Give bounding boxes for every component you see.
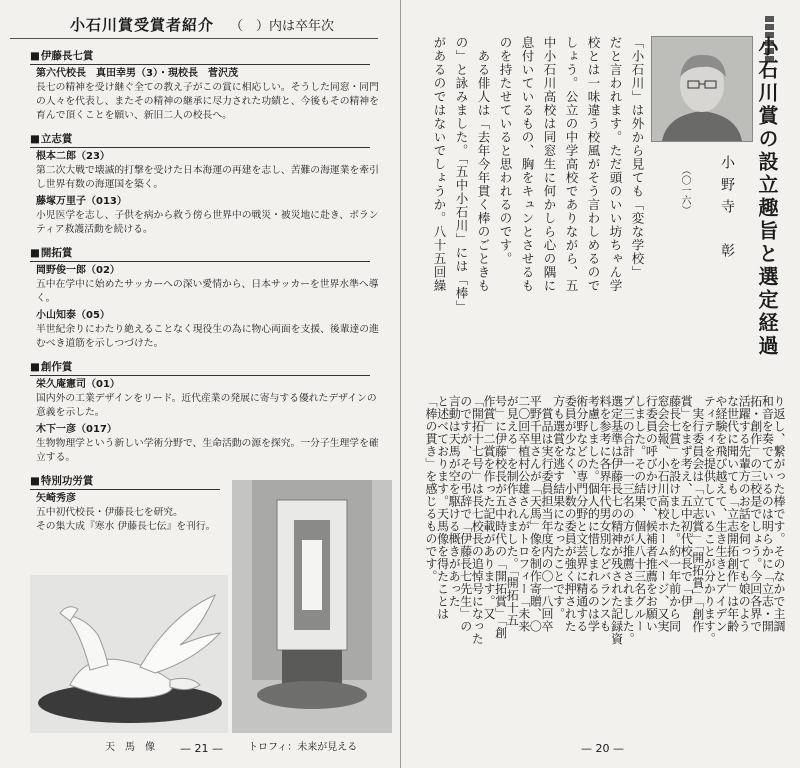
trophy-photo: [232, 480, 392, 733]
body-column: な世代に聞いても「立志開拓創作」は年齢: [725, 395, 740, 633]
entry-desc: 半世紀余りにわたり絶えることなく現役生の為に物心両面を支援、後輩達の進むべき道筋を示しつづけた。: [36, 324, 379, 349]
section-title: ■ 特別功労賞: [30, 473, 220, 490]
section-title: ■ 創作賞: [30, 359, 370, 376]
body-column: 料を参考に各界年代男女別などバランスも: [598, 395, 612, 633]
author-portrait: [651, 36, 753, 142]
left-header: [70, 14, 390, 36]
body-column: のを持たせていると思われるのです。: [498, 36, 513, 266]
body-column: り返し、繋がった棒です。そのなかで主調: [772, 395, 786, 633]
section-title: ■ 伊藤長七賞: [30, 48, 370, 65]
award-entry: [36, 423, 386, 465]
entry-name: 小山知泰（05）: [36, 310, 110, 321]
section-title: ■ 立志賞: [30, 131, 370, 148]
body-column: 中小石川高校は同窓生に何かしら心の隅に: [542, 36, 557, 293]
body-column: だと言われます。ただ頭のいい坊ちゃん学: [608, 36, 623, 293]
body-column: や経験を飛び越えて、生き生きとアイデン: [714, 395, 728, 633]
body-column: 藤長七賞」を設けました。約一年前から同: [667, 395, 682, 633]
pegasus-statue-photo: [30, 575, 228, 733]
body-column: 和音を奏でているのは明らかに「立志・開: [760, 395, 775, 633]
award-section: [30, 131, 386, 237]
body-column: 実行委員会は「立志賞」「開拓賞」「創作: [690, 395, 705, 633]
entry-name: 藤塚万里子（013）: [36, 196, 127, 207]
body-column: 作賞」二賞を作った記載があります。又: [482, 395, 496, 620]
body-column: 活躍する先輩方のお話を伺っても娘のよう: [737, 395, 752, 633]
body-column: のですが、その弔辞で「伊藤長七先生」の: [458, 395, 473, 633]
entry-name: 栄久庵憲司（01）: [36, 379, 120, 390]
body-column: 術分野などの専門分野と文芸界に精通する: [574, 395, 589, 633]
award-entry: [36, 150, 386, 192]
body-column: 平野千里さんが「天馬」像を制作寄贈、〇: [528, 395, 543, 633]
author-year: （〇一六）: [679, 165, 690, 215]
body-column: 校とは一味違う校風がそう言わしめるので: [586, 36, 601, 293]
body-column: 「小石川」は外から見ても「変な学校」: [630, 36, 645, 279]
trophy-caption: トロフィ：未来が見える: [248, 742, 358, 753]
entry-desc: 生物物理学という新しい学術分野で、生命活動の源を探究。一分子生理学を確立する。: [36, 438, 379, 463]
body-column: 行委員の呼びかけで、候補者推薦をお願い: [644, 395, 659, 633]
body-column: 方も選賞を逃す結果になったことです。: [551, 395, 566, 620]
body-column: しょう。公立の中学高校でありながら、五: [564, 36, 579, 293]
entry-name: 根本二郎（23）: [36, 151, 110, 162]
body-column: があるのではないでしょうか。八十五回繰: [432, 36, 447, 293]
body-column: 賞品は実行委員担当年度内の〇一八回卒: [540, 395, 554, 633]
entry-desc: 五中初代校長・伊藤長七を研究。 その集大成『寒水 伊藤長七伝』を刊行。: [36, 507, 216, 532]
body-column: 「棒の貫き」を感じるものです。: [424, 395, 438, 583]
entry-desc: 国内外の工業デザインをリード。近代産業の発展に寄与する優れたデザインの意義を示した。: [36, 393, 377, 418]
body-column: 考慮しました。個人的に惜しまれるのは学: [586, 395, 601, 633]
body-column: 賞」をまず考え、五中初代校長で「伊: [679, 395, 694, 608]
body-column: しました。その結果、個人八十三名グルー: [632, 395, 647, 633]
entry-name: 矢崎秀彦: [36, 493, 76, 504]
award-entry: [36, 492, 230, 534]
body-column: 選定基準は伊藤長七の精神が残された記録資: [609, 395, 624, 645]
article-title: 小石川賞の設立趣旨と選定経過: [755, 36, 779, 358]
body-column: 窓会会報、小石川高校ホームページ、又実: [656, 395, 670, 633]
body-column: の」と詠みました。「五中小石川」には「棒」: [454, 36, 469, 314]
award-entry: [36, 67, 386, 123]
left-header-note: （ ）内は卒年次: [230, 19, 335, 34]
body-column: プ三の合計一一三名の方が推薦されました。: [621, 395, 636, 645]
body-column: 息付いているもの、胸をキュンとさせるも: [520, 36, 535, 293]
body-column: 委員が少なく、小数の委員が強く押された: [563, 395, 578, 633]
body-column: が見える」を制作されました。「開拓十五: [505, 395, 520, 627]
entry-desc: 第二次大戦で壊滅的打撃を受けた日本海運の再建を志し、苦難の海運業を牽引し世界有数の海運国を築く。: [36, 165, 379, 190]
award-sections: [30, 48, 386, 542]
horse-caption: 天 馬 像: [105, 742, 155, 753]
page-number: — 20 —: [581, 742, 624, 755]
award-section: [30, 48, 386, 123]
entry-name: 木下一彦（017）: [36, 424, 117, 435]
entry-desc: 長七の精神を受け継ぐ全ての教え子がこの賞に相応しい。そうした同窓・同門の人々を代表し、またその精神の継承に尽力された功績と、今後もその精神を育んで頂くことを願い、新旧二人の校長へ。: [36, 82, 379, 121]
author-name: 小野寺 彰: [719, 155, 735, 265]
right-page: [400, 0, 800, 768]
page-number: — 21 —: [180, 742, 223, 755]
award-entry: [36, 195, 386, 237]
entry-name: 岡野俊一郎（02）: [36, 265, 120, 276]
entry-desc: 五中在学中に始めたサッカーへの深い愛情から、日本サッカーを世界水準へ導く。: [36, 279, 379, 304]
entry-desc: 小児医学を志し、子供を病から救う傍ら世界中の戦災・被災地に赴き、ボランティア救護活動を続ける。: [36, 210, 379, 235]
award-section: [30, 359, 386, 465]
award-section: [30, 473, 230, 534]
body-column: 二〇回卒植村公雄さんがトロフィー「未来: [516, 395, 531, 633]
award-section: [30, 245, 386, 351]
entry-name: 第六代校長 真田幸男（3）・現校長 菅沢茂: [36, 68, 238, 79]
body-column: ティティを提供していることが分かります。: [702, 395, 717, 645]
body-column: 拓・創作」の三校是でしょう。今回各界で: [748, 395, 763, 633]
body-column: 「開拓十七号」は長七校長の追悼号になった: [470, 395, 485, 645]
award-entry: [36, 378, 386, 420]
section-title: ■ 開拓賞: [30, 245, 370, 262]
body-column: と述べております。天馬像を得たことは: [435, 395, 450, 620]
body-column: 号」に伊藤校長が五中時代の「開拓賞」「創: [493, 395, 508, 639]
award-entry: [36, 264, 386, 306]
header-divider: [10, 38, 378, 39]
award-entry: [36, 309, 386, 351]
body-column: ある俳人は「去年今年貫く棒のごときも: [476, 36, 491, 293]
body-column: 言動は天馬が空を駆ける概きがあった: [447, 395, 462, 608]
left-header-title: 小石川賞受賞者紹介: [70, 16, 215, 34]
